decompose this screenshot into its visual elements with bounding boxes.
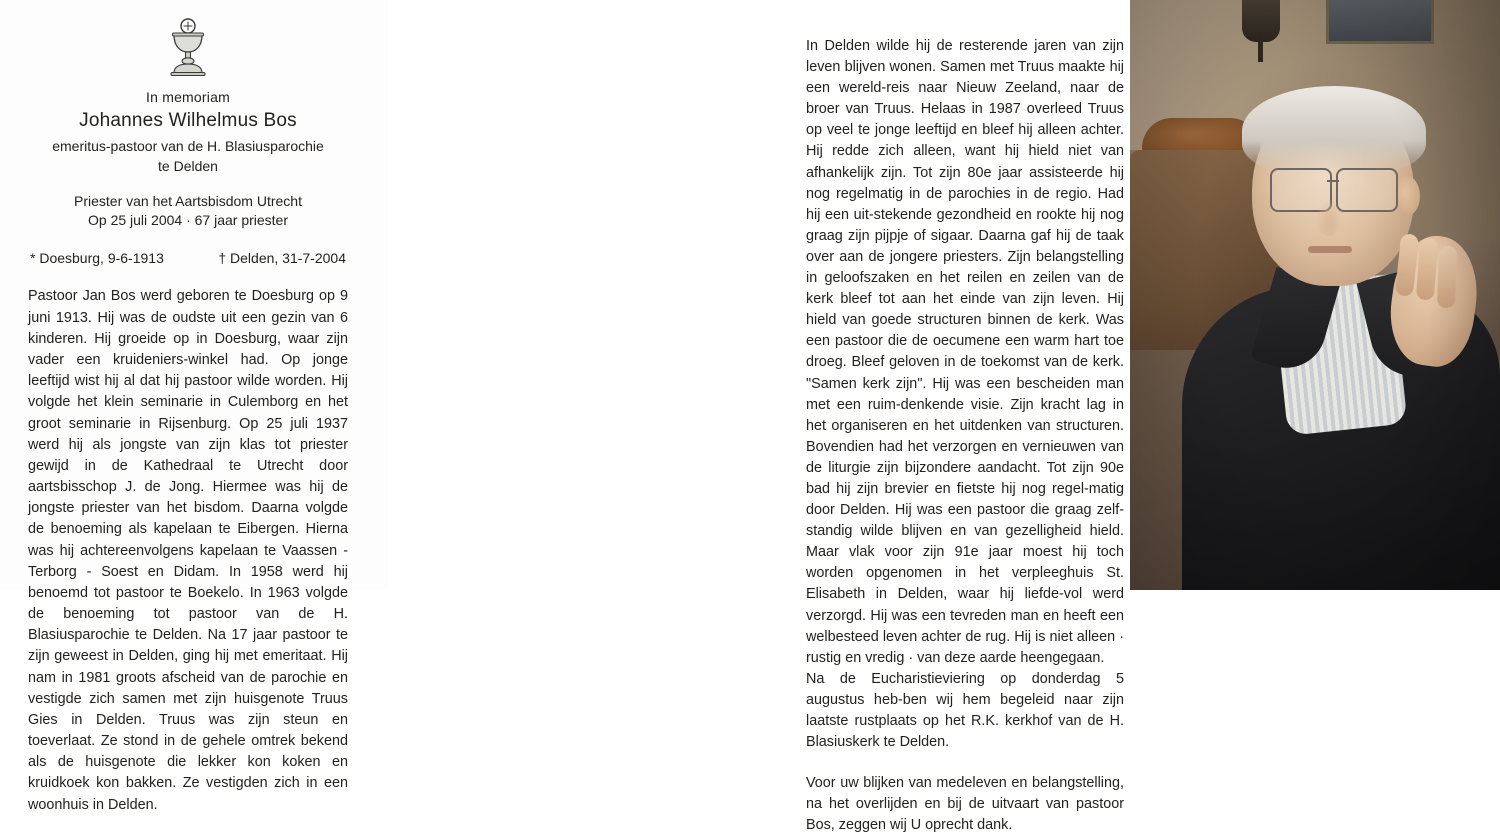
photo-wall-frame [1326,0,1434,44]
biography-paragraph: Pastoor Jan Bos werd geboren te Doesburg op 9 juni 1913. Hij was de oudste uit een gezin van 6 kinderen. Hij groeide op in Doesburg, waar zijn vader een kruideniers-winkel had. Op jonge leeftijd wist hij al dat hij pastoor wilde worden. Hij volgde het klein seminarie in Culemborg en het groot seminarie in Rijsenburg. Op 25 juli 1937 werd hij als jongste van zijn klas tot priester gewijd in de Kathedraal te Utrecht door aartsbisschop J. de Jong. Hiermee was hij de jongste priester van het bisdom. Daarna volgde de benoeming als kapelaan te Eibergen. Hierna was hij achtereenvolgens kapelaan te Vaassen - Terborg - Soest en Didam. In 1958 werd hij benoemd tot pastoor te Boekelo. In 1963 volgde de benoeming tot pastoor van de H. Blasiusparochie te Delden. Na 17 jaar pastoor te zijn geweest in Delden, ging hij met emeritaat. Hij nam in 1981 groots afscheid van de parochie en vestigde zich samen met zijn huisgenote Truus Gies in Delden. Truus was zijn steun en toeverlaat. Ze stond in de gehele omtrek bekend als de huisgenote die lekker kon koken en kruidkoek kon bakken. Ze vestigden zich in een woonhuis in Delden. [28,288,348,813]
jubilee-line: Op 25 juli 2004 · 67 jaar priester [88,212,288,229]
deceased-role: emeritus-pastoor van de H. Blasiusparochie [52,138,324,154]
photo-mouth [1308,246,1352,253]
photo-finger [1437,246,1457,309]
biography-text [28,286,348,815]
death-date: † Delden, 31-7-2004 [218,250,346,267]
in-memoriam-label: In memoriam [146,89,230,105]
photo-glasses-bridge [1327,180,1339,182]
deceased-place: te Delden [158,157,218,174]
diocese-line: Priester van het Aartsbisdom Utrecht [74,192,302,209]
middle-text-column [806,36,1124,836]
photo-hair [1242,86,1426,176]
dates-row [28,250,348,266]
birth-date: * Doesburg, 9-6-1913 [30,250,164,267]
portrait-photo [1130,0,1500,590]
chalice-icon-wrap [28,18,348,81]
left-panel [0,0,388,813]
photo-glasses-right-lens [1336,168,1398,212]
middle-panel [388,0,1130,834]
portrait-panel [1130,0,1500,590]
header-block [28,89,348,228]
chalice-icon [161,18,215,76]
spacer-2 [806,753,1124,773]
middle-paragraph-2: Na de Eucharistieviering op donderdag 5 augustus heb-ben wij hem begeleid naar zijn laatste rustplaats op het R.K. kerkhof van de H. Blasiuskerk te Delden. [806,670,1124,751]
middle-paragraph-1: In Delden wilde hij de resterende jaren van zijn leven blijven wonen. Samen met Truus maakte hij een wereld-reis naar Nieuw Zeeland, naar de broer van Truus. Helaas in 1987 overleed Truus op veel te jonge leeftijd en bleef hij alleen achter. Hij redde zich alleen, want hij hield niet van afhankelijk zijn. Tot zijn 80e jaar assisteerde hij nog regelmatig in de parochies in de regio. Had hij een uit-stekende gezondheid en rookte hij nog graag zijn pijpje of sigaar. Daarna gaf hij de taak over aan de jongere priesters. Zijn belangstelling in geloofszaken en het reilen en zeilen van de kerk bleef tot aan het einde van zijn leven. Hij hield van goede structuren binnen de kerk. Was een pastoor die de oecumene een warm hart toe droeg. Bleef geloven in de toekomst van de kerk. "Samen kerk zijn". Hij was een bescheiden man met een ruim-denkende visie. Zijn kracht lag in het organiseren en het uitdenken van structuren. Bovendien had het verzorgen en vernieuwen van de liturgie zijn bijzondere aandacht. Tot zijn 90e bad hij zijn brevier en fietste hij nog regel-matig door Delden. Hij was een pastoor die graag zelf-standig wilde blijven en van gezelligheid hield. Maar vlak voor zijn 91e jaar moest hij toch worden opgenomen in het verpleeghuis St. Elisabeth in Delden, waar hij liefde-vol werd verzorgd. Hij was een tevreden man en heeft een welbesteed leven achter de rug. Hij is niet alleen · rustig en vredig · van deze aarde heengegaan. [806,38,1124,666]
deceased-name: Johannes Wilhelmus Bos [79,110,297,131]
photo-nose [1316,200,1342,236]
middle-paragraph-3: Voor uw blijken van medeleven en belangstelling, na het overlijden en bij de uitvaart van pastoor Bos, zeggen wij U oprecht dank. [806,775,1124,834]
photo-lamp-stem [1258,36,1263,62]
